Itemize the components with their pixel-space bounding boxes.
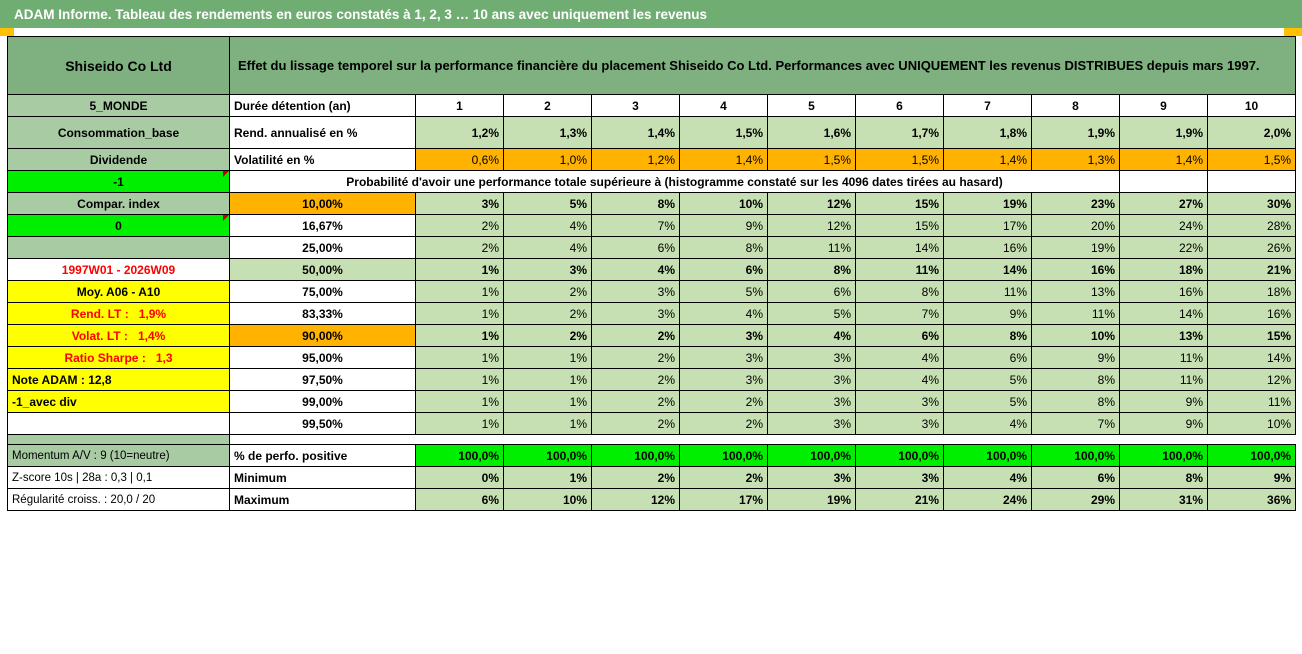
proba-value: 10% xyxy=(680,193,768,215)
proba-value: 4% xyxy=(768,325,856,347)
max-value: 12% xyxy=(592,489,680,511)
rend-value: 2,0% xyxy=(1208,117,1296,149)
table-row-maximum xyxy=(8,489,1296,511)
rend-lt-text: Rend. LT : xyxy=(70,306,129,321)
proba-value: 1% xyxy=(504,369,592,391)
proba-value: 2% xyxy=(680,413,768,435)
proba-value: 20% xyxy=(1032,215,1120,237)
proba-value: 23% xyxy=(1032,193,1120,215)
threshold-value: 16,67% xyxy=(230,215,416,237)
min-value: 8% xyxy=(1120,467,1208,489)
proba-value: 2% xyxy=(592,413,680,435)
rend-lt-value: 1,9% xyxy=(138,306,167,321)
perf-pos-value: 100,0% xyxy=(592,445,680,467)
moy-label: Moy. A06 - A10 xyxy=(8,281,230,303)
proba-value: 27% xyxy=(1120,193,1208,215)
proba-value: 3% xyxy=(768,369,856,391)
max-value: 24% xyxy=(944,489,1032,511)
proba-value: 2% xyxy=(592,347,680,369)
proba-value: 15% xyxy=(1208,325,1296,347)
proba-value: 5% xyxy=(944,391,1032,413)
proba-value: 17% xyxy=(944,215,1032,237)
ratio-sharpe-text: Ratio Sharpe : xyxy=(64,350,146,365)
ratio-sharpe-label xyxy=(8,347,230,369)
threshold-value: 90,00% xyxy=(230,325,416,347)
min-value: 1% xyxy=(504,467,592,489)
proba-value: 19% xyxy=(1032,237,1120,259)
spacer-right xyxy=(230,435,1296,445)
proba-value: 18% xyxy=(1120,259,1208,281)
proba-value: 8% xyxy=(1032,391,1120,413)
proba-value: 13% xyxy=(1032,281,1120,303)
min-value: 2% xyxy=(680,467,768,489)
proba-value: 16% xyxy=(1032,259,1120,281)
proba-value: 8% xyxy=(592,193,680,215)
proba-header-filler xyxy=(1208,171,1296,193)
perf-pos-value: 100,0% xyxy=(768,445,856,467)
year-header: 5 xyxy=(768,95,856,117)
proba-value: 1% xyxy=(504,347,592,369)
table-row xyxy=(8,215,1296,237)
proba-value: 12% xyxy=(1208,369,1296,391)
perf-pos-value: 100,0% xyxy=(1032,445,1120,467)
zscore-label: Z-score 10s | 28a : 0,3 | 0,1 xyxy=(8,467,230,489)
table-row xyxy=(8,325,1296,347)
table-row xyxy=(8,413,1296,435)
perf-pos-value: 100,0% xyxy=(944,445,1032,467)
perf-pos-value: 100,0% xyxy=(856,445,944,467)
proba-value: 12% xyxy=(768,215,856,237)
max-value: 21% xyxy=(856,489,944,511)
proba-value: 26% xyxy=(1208,237,1296,259)
proba-value: 4% xyxy=(680,303,768,325)
threshold-value: 97,50% xyxy=(230,369,416,391)
proba-value: 15% xyxy=(856,215,944,237)
rend-value: 1,2% xyxy=(416,117,504,149)
strip-right-accent xyxy=(1284,28,1302,36)
volat-value: 1,2% xyxy=(592,149,680,171)
proba-value: 3% xyxy=(592,303,680,325)
proba-value: 11% xyxy=(1032,303,1120,325)
proba-value: 8% xyxy=(768,259,856,281)
table-row-perfo-positive xyxy=(8,445,1296,467)
perf-pos-value: 100,0% xyxy=(504,445,592,467)
description-text: Effet du lissage temporel sur la performance financière du placement Shiseido Co Ltd. Performances avec UNIQUEMENT les revenus DISTRIBUES depuis mars 1997. xyxy=(230,37,1296,95)
proba-value: 12% xyxy=(768,193,856,215)
proba-value: 5% xyxy=(768,303,856,325)
proba-value: 2% xyxy=(592,391,680,413)
rend-value: 1,8% xyxy=(944,117,1032,149)
rend-value: 1,7% xyxy=(856,117,944,149)
max-value: 36% xyxy=(1208,489,1296,511)
table-row xyxy=(8,193,1296,215)
proba-value: 6% xyxy=(944,347,1032,369)
year-header: 7 xyxy=(944,95,1032,117)
proba-value: 1% xyxy=(416,347,504,369)
proba-value: 9% xyxy=(680,215,768,237)
max-value: 17% xyxy=(680,489,768,511)
compar-index-label: Compar. index xyxy=(8,193,230,215)
volat-value: 1,4% xyxy=(1120,149,1208,171)
proba-value: 2% xyxy=(504,303,592,325)
proba-value: 3% xyxy=(592,281,680,303)
year-header: 1 xyxy=(416,95,504,117)
proba-value: 30% xyxy=(1208,193,1296,215)
table-row xyxy=(8,303,1296,325)
proba-value: 6% xyxy=(680,259,768,281)
threshold-value: 99,00% xyxy=(230,391,416,413)
proba-header-label: Probabilité d'avoir une performance totale supérieure à (histogramme constaté sur les 4096 dates tirées au hasard) xyxy=(230,171,1120,193)
min-value: 0% xyxy=(416,467,504,489)
perf-pos-label: % de perfo. positive xyxy=(230,445,416,467)
proba-value: 1% xyxy=(416,325,504,347)
proba-value: 4% xyxy=(592,259,680,281)
proba-value: 15% xyxy=(856,193,944,215)
threshold-value: 83,33% xyxy=(230,303,416,325)
volat-value: 1,4% xyxy=(680,149,768,171)
zero-label: 0 xyxy=(8,215,230,237)
proba-value: 13% xyxy=(1120,325,1208,347)
proba-value: 7% xyxy=(592,215,680,237)
proba-value: 6% xyxy=(768,281,856,303)
volat-value: 1,5% xyxy=(1208,149,1296,171)
table-row-header xyxy=(8,37,1296,95)
table-row-minimum xyxy=(8,467,1296,489)
banner-strip xyxy=(0,28,1302,36)
threshold-value: 75,00% xyxy=(230,281,416,303)
period-label: 1997W01 - 2026W09 xyxy=(8,259,230,281)
proba-value: 8% xyxy=(680,237,768,259)
proba-value: 14% xyxy=(944,259,1032,281)
volat-value: 1,5% xyxy=(856,149,944,171)
proba-value: 3% xyxy=(768,347,856,369)
volat-lt-text: Volat. LT : xyxy=(71,328,128,343)
volat-value: 0,6% xyxy=(416,149,504,171)
proba-value: 2% xyxy=(504,325,592,347)
volat-value: 1,3% xyxy=(1032,149,1120,171)
table-spacer-row xyxy=(8,435,1296,445)
max-value: 10% xyxy=(504,489,592,511)
dividende-label: Dividende xyxy=(8,149,230,171)
rend-value: 1,6% xyxy=(768,117,856,149)
rend-value: 1,9% xyxy=(1120,117,1208,149)
threshold-value: 50,00% xyxy=(230,259,416,281)
proba-value: 1% xyxy=(504,391,592,413)
rend-value: 1,3% xyxy=(504,117,592,149)
proba-value: 24% xyxy=(1120,215,1208,237)
proba-value: 11% xyxy=(1120,369,1208,391)
volat-value: 1,5% xyxy=(768,149,856,171)
min-value: 6% xyxy=(1032,467,1120,489)
proba-value: 1% xyxy=(416,281,504,303)
proba-value: 1% xyxy=(504,413,592,435)
table-row xyxy=(8,347,1296,369)
proba-value: 3% xyxy=(856,413,944,435)
proba-value: 18% xyxy=(1208,281,1296,303)
proba-value: 8% xyxy=(1032,369,1120,391)
momentum-label: Momentum A/V : 9 (10=neutre) xyxy=(8,445,230,467)
proba-value: 9% xyxy=(944,303,1032,325)
proba-value: 14% xyxy=(1120,303,1208,325)
sidebar-blank xyxy=(8,413,230,435)
proba-value: 14% xyxy=(856,237,944,259)
rend-value: 1,5% xyxy=(680,117,768,149)
market-label: 5_MONDE xyxy=(8,95,230,117)
volat-label: Volatilité en % xyxy=(230,149,416,171)
perf-pos-value: 100,0% xyxy=(680,445,768,467)
proba-value: 11% xyxy=(1120,347,1208,369)
proba-value: 16% xyxy=(1208,303,1296,325)
max-value: 19% xyxy=(768,489,856,511)
proba-value: 2% xyxy=(416,215,504,237)
proba-value: 1% xyxy=(416,303,504,325)
proba-value: 3% xyxy=(680,369,768,391)
table-row xyxy=(8,259,1296,281)
volat-lt-label xyxy=(8,325,230,347)
proba-value: 2% xyxy=(592,325,680,347)
proba-value: 21% xyxy=(1208,259,1296,281)
proba-value: 7% xyxy=(1032,413,1120,435)
proba-value: 2% xyxy=(504,281,592,303)
proba-value: 3% xyxy=(768,413,856,435)
rend-label: Rend. annualisé en % xyxy=(230,117,416,149)
volat-value: 1,4% xyxy=(944,149,1032,171)
proba-value: 6% xyxy=(592,237,680,259)
max-value: 29% xyxy=(1032,489,1120,511)
proba-value: 2% xyxy=(416,237,504,259)
min-value: 3% xyxy=(768,467,856,489)
proba-value: 2% xyxy=(592,369,680,391)
minus-one-label: -1 xyxy=(8,171,230,193)
proba-value: 11% xyxy=(944,281,1032,303)
proba-value: 2% xyxy=(680,391,768,413)
proba-header-filler xyxy=(1120,171,1208,193)
proba-value: 19% xyxy=(944,193,1032,215)
proba-value: 5% xyxy=(680,281,768,303)
proba-value: 6% xyxy=(856,325,944,347)
year-header: 3 xyxy=(592,95,680,117)
sidebar-blank xyxy=(8,237,230,259)
avec-div-label: -1_avec div xyxy=(8,391,230,413)
year-header: 10 xyxy=(1208,95,1296,117)
threshold-value: 99,50% xyxy=(230,413,416,435)
rend-value: 1,4% xyxy=(592,117,680,149)
proba-value: 9% xyxy=(1120,413,1208,435)
proba-value: 4% xyxy=(944,413,1032,435)
duration-label: Durée détention (an) xyxy=(230,95,416,117)
proba-value: 11% xyxy=(768,237,856,259)
proba-value: 5% xyxy=(504,193,592,215)
proba-value: 9% xyxy=(1120,391,1208,413)
table-row xyxy=(8,391,1296,413)
proba-value: 22% xyxy=(1120,237,1208,259)
proba-value: 16% xyxy=(944,237,1032,259)
rend-value: 1,9% xyxy=(1032,117,1120,149)
proba-value: 5% xyxy=(944,369,1032,391)
min-label: Minimum xyxy=(230,467,416,489)
perf-pos-value: 100,0% xyxy=(1120,445,1208,467)
proba-value: 3% xyxy=(680,347,768,369)
note-adam-label: Note ADAM : 12,8 xyxy=(8,369,230,391)
table-row-rendement xyxy=(8,117,1296,149)
perf-pos-value: 100,0% xyxy=(1208,445,1296,467)
year-header: 8 xyxy=(1032,95,1120,117)
year-header: 2 xyxy=(504,95,592,117)
proba-value: 3% xyxy=(768,391,856,413)
proba-value: 11% xyxy=(1208,391,1296,413)
spacer-left xyxy=(8,435,230,445)
proba-value: 16% xyxy=(1120,281,1208,303)
table-row-years xyxy=(8,95,1296,117)
max-label: Maximum xyxy=(230,489,416,511)
perf-pos-value: 100,0% xyxy=(416,445,504,467)
strip-middle xyxy=(14,28,1284,36)
proba-value: 11% xyxy=(856,259,944,281)
min-value: 3% xyxy=(856,467,944,489)
table-row xyxy=(8,281,1296,303)
proba-value: 4% xyxy=(504,215,592,237)
min-value: 2% xyxy=(592,467,680,489)
volat-value: 1,0% xyxy=(504,149,592,171)
min-value: 4% xyxy=(944,467,1032,489)
max-value: 31% xyxy=(1120,489,1208,511)
proba-value: 28% xyxy=(1208,215,1296,237)
proba-value: 1% xyxy=(416,369,504,391)
proba-value: 3% xyxy=(680,325,768,347)
regularite-label: Régularité croiss. : 20,0 / 20 xyxy=(8,489,230,511)
year-header: 4 xyxy=(680,95,768,117)
proba-value: 4% xyxy=(856,369,944,391)
min-value: 9% xyxy=(1208,467,1296,489)
proba-value: 8% xyxy=(856,281,944,303)
proba-value: 3% xyxy=(504,259,592,281)
year-header: 9 xyxy=(1120,95,1208,117)
proba-value: 4% xyxy=(504,237,592,259)
entity-name: Shiseido Co Ltd xyxy=(8,37,230,95)
volat-lt-value: 1,4% xyxy=(137,328,166,343)
max-value: 6% xyxy=(416,489,504,511)
proba-value: 8% xyxy=(944,325,1032,347)
ratio-sharpe-value: 1,3 xyxy=(155,350,173,365)
threshold-value: 95,00% xyxy=(230,347,416,369)
proba-value: 1% xyxy=(416,259,504,281)
threshold-value: 25,00% xyxy=(230,237,416,259)
page-title: ADAM Informe. Tableau des rendements en euros constatés à 1, 2, 3 … 10 ans avec uniquement les revenus xyxy=(0,0,1302,28)
proba-value: 9% xyxy=(1032,347,1120,369)
proba-value: 1% xyxy=(416,391,504,413)
proba-value: 3% xyxy=(856,391,944,413)
proba-value: 14% xyxy=(1208,347,1296,369)
strip-left-accent xyxy=(0,28,14,36)
consumption-label: Consommation_base xyxy=(8,117,230,149)
table-row xyxy=(8,237,1296,259)
year-header: 6 xyxy=(856,95,944,117)
proba-value: 7% xyxy=(856,303,944,325)
table-row-proba-header xyxy=(8,171,1296,193)
rend-lt-label xyxy=(8,303,230,325)
threshold-value: 10,00% xyxy=(230,193,416,215)
main-table xyxy=(7,36,1296,511)
table-row-volatilite xyxy=(8,149,1296,171)
proba-value: 10% xyxy=(1208,413,1296,435)
proba-value: 1% xyxy=(416,413,504,435)
proba-value: 10% xyxy=(1032,325,1120,347)
proba-value: 4% xyxy=(856,347,944,369)
table-row xyxy=(8,369,1296,391)
proba-value: 3% xyxy=(416,193,504,215)
